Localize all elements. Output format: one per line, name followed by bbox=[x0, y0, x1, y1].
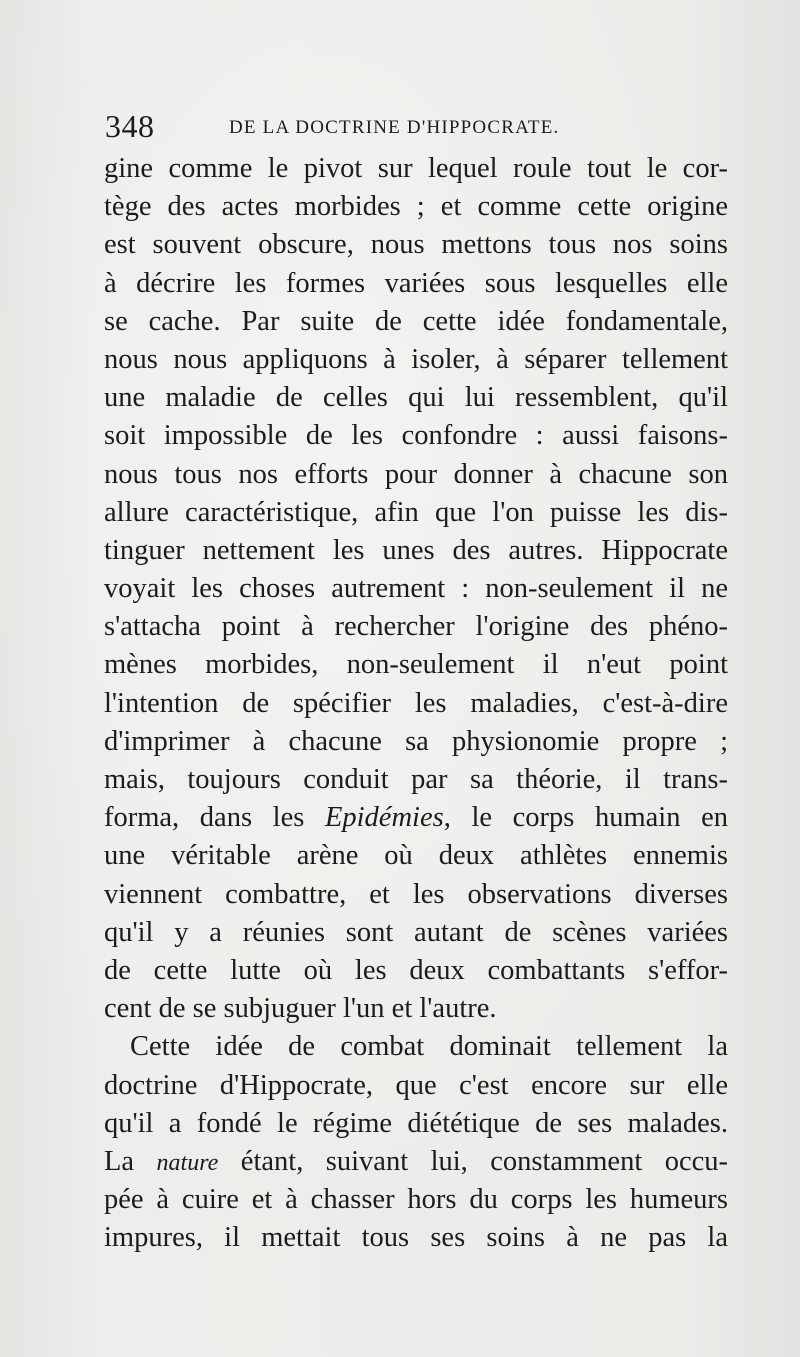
text-line: impures, il mettait tous ses soins à ne pas la bbox=[104, 1222, 728, 1254]
text-line-with-italic bbox=[104, 799, 728, 837]
text-line: tège des actes morbides ; et comme cette origine bbox=[104, 191, 728, 223]
page-number: 348 bbox=[105, 108, 155, 144]
text-line: s'attacha point à rechercher l'origine des phéno- bbox=[104, 611, 728, 643]
text-line: l'intention de spécifier les maladies, c'est-à-dire bbox=[104, 687, 728, 719]
text-line: de cette lutte où les deux combattants s'effor- bbox=[104, 954, 728, 986]
running-title: DE LA DOCTRINE D'HIPPOCRATE. bbox=[229, 117, 560, 138]
text-line: se cache. Par suite de cette idée fondamentale, bbox=[104, 305, 728, 337]
italic-word-nature: nature bbox=[156, 1149, 219, 1176]
text-fragment: étant, suivant lui, constamment occu- bbox=[218, 1145, 728, 1177]
text-line: à décrire les formes variées sous lesquelles elle bbox=[104, 267, 728, 299]
text-line: viennent combattre, et les observations diverses bbox=[104, 878, 728, 910]
text-line: allure caractéristique, afin que l'on puisse les dis- bbox=[104, 496, 728, 528]
text-line: qu'il a fondé le régime diététique de ses malades. bbox=[104, 1107, 728, 1139]
italic-title-epidemies: Epidémies bbox=[324, 802, 444, 834]
text-line: mais, toujours conduit par sa théorie, il trans- bbox=[104, 764, 728, 795]
text-line: doctrine d'Hippocrate, que c'est encore sur elle bbox=[104, 1069, 728, 1101]
text-line: mènes morbides, non-seulement il n'eut point bbox=[104, 649, 728, 681]
text-fragment: forma, dans les bbox=[104, 802, 325, 834]
text-line: d'imprimer à chacune sa physionomie propre ; bbox=[104, 725, 728, 757]
text-line: est souvent obscure, nous mettons tous nos soins bbox=[104, 229, 728, 261]
running-head bbox=[105, 108, 725, 148]
text-line: nous nous appliquons à isoler, à séparer tellement bbox=[104, 343, 728, 375]
text-line: qu'il y a réunies sont autant de scènes variées bbox=[104, 916, 728, 948]
text-line-paragraph-start: Cette idée de combat dominait tellement la bbox=[130, 1031, 728, 1063]
text-fragment: , le corps humain en bbox=[443, 802, 728, 834]
text-fragment: La bbox=[104, 1145, 157, 1177]
text-line: une maladie de celles qui lui ressemblent, qu'il bbox=[104, 382, 728, 414]
text-line: nous tous nos efforts pour donner à chacune son bbox=[104, 458, 728, 490]
text-line: une véritable arène où deux athlètes ennemis bbox=[104, 840, 728, 872]
text-line: soit impossible de les confondre : aussi faisons- bbox=[104, 420, 728, 452]
text-line: pée à cuire et à chasser hors du corps les humeurs bbox=[104, 1184, 728, 1216]
text-line: voyait les choses autrement : non-seulement il ne bbox=[104, 573, 728, 605]
text-line: tinguer nettement les unes des autres. Hippocrate bbox=[104, 534, 728, 566]
text-line-paragraph-end: cent de se subjuguer l'un et l'autre. bbox=[104, 993, 497, 1025]
text-line: gine comme le pivot sur lequel roule tout le cor- bbox=[104, 153, 728, 184]
body-text bbox=[104, 150, 728, 1257]
text-line-with-italic bbox=[104, 1143, 728, 1181]
